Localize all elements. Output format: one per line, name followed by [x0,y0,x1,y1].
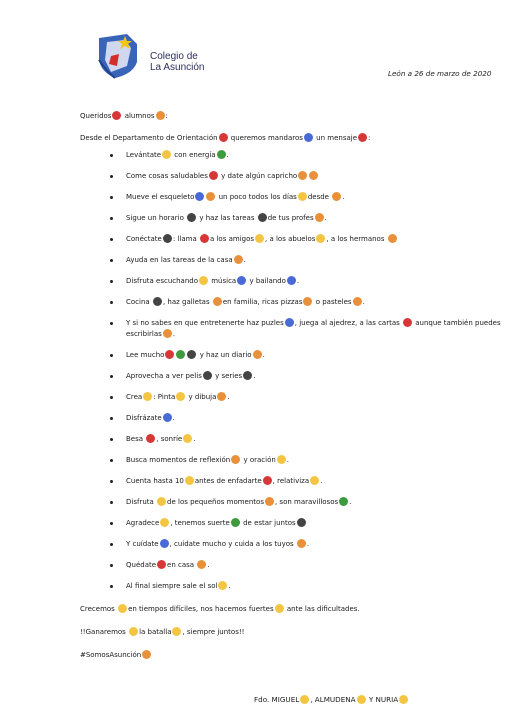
emoji-icon [258,213,267,222]
list-item [80,213,520,224]
bullet-icon [110,322,113,325]
text-segment: , son maravillosos [274,498,339,506]
text-segment: Lee mucho [126,351,165,359]
emoji-icon [315,213,324,222]
text-segment: Crecemos [80,605,115,613]
letter-body [80,111,520,661]
intro [80,133,520,144]
list-item [80,371,520,382]
text-segment: !!Ganaremos [80,628,126,636]
list-item [80,581,520,592]
hashtag [80,650,520,661]
text-segment: Colegio de [150,51,198,62]
emoji-icon [163,413,172,422]
text-segment: Cuenta hasta 10 [126,477,184,485]
emoji-icon [143,392,152,401]
bullet-icon [110,175,113,178]
text-segment: , juega al ajedrez, a las cartas [294,319,400,327]
text-segment: en tiempos difíciles, nos hacemos fuertes [128,605,274,613]
text-segment: , sonríe [156,435,183,443]
emoji-icon [285,318,294,327]
emoji-icon [163,234,172,243]
list-item [80,150,520,161]
emoji-icon [309,171,318,180]
bullet-icon [110,217,113,220]
text-segment: , siempre juntos!! [182,628,245,636]
text-segment: . [172,414,175,422]
emoji-icon [146,434,155,443]
text-segment: . [349,498,352,506]
emoji-icon [263,476,272,485]
text-segment: Agradece [126,519,160,527]
heart-emoji [112,111,121,120]
text-segment: . [207,561,210,569]
bullet-icon [110,154,113,157]
text-segment: un poco todos los días [218,193,297,201]
emoji-icon [200,234,209,243]
emoji-icon [339,497,348,506]
text-segment: y date algún capricho [221,172,298,180]
emoji-icon [165,350,174,359]
text-segment: Levántate [126,151,162,159]
closing-line-1 [80,604,520,615]
text-segment: Y cuídate [126,540,159,548]
text-segment: y series [215,372,243,380]
text-segment: Quédate [126,561,157,569]
list-item [80,455,520,466]
closing-line-2 [80,627,520,638]
text-segment: . [296,277,300,285]
emoji-icon [399,695,408,704]
emoji-icon [187,213,196,222]
emoji-icon [153,297,162,306]
emoji-icon [277,455,286,464]
emoji-icon [217,392,226,401]
bullet-icon [110,522,113,525]
emoji-icon [287,276,296,285]
text-segment: , relativiza [272,477,310,485]
text-segment: y bailando [249,277,286,285]
emoji-icon [300,695,309,704]
text-segment: y haz un diario [199,351,252,359]
list-item [80,434,520,445]
emoji-icon [163,329,172,338]
greeting: Queridos alumnos : [80,112,168,120]
text-segment: Al final siempre sale el sol [126,582,218,590]
text-segment: con energía [174,151,216,159]
list-item [80,171,520,182]
text-segment: . [228,582,231,590]
text-segment: . [253,372,256,380]
text-segment: de tus profes [267,214,314,222]
text-segment: a los amigos [209,235,255,243]
emoji-icon [160,518,169,527]
emoji-icon [388,234,397,243]
list-item [80,518,520,529]
list-item [80,255,520,266]
emoji-icon [142,650,151,659]
text-segment: y haz las tareas [199,214,255,222]
text-segment: desde [307,193,329,201]
bullet-icon [110,396,113,399]
school-name [150,51,205,73]
text-segment: : llama [172,235,197,243]
list-item [80,497,520,508]
text-segment: alumnos [124,112,155,120]
text-segment: . [342,193,345,201]
text-segment: aunque también puedes escribirlas [126,319,501,338]
emoji-icon [353,297,362,306]
emoji-icon [197,560,206,569]
emoji-icon [187,350,196,359]
emoji-icon [298,171,307,180]
text-segment: Y NURIA [368,695,399,704]
text-segment: de los pequeños momentos [167,498,264,506]
text-segment: Desde el Departamento de Orientación [80,134,218,142]
list-item [80,476,520,487]
bullet-icon [110,354,113,357]
emoji-icon [332,192,341,201]
emoji-icon [275,604,284,613]
list-item [80,234,520,245]
text-segment: y dibuja [188,393,217,401]
emoji-icon [203,371,212,380]
text-segment: . [324,214,327,222]
bullet-icon [110,238,113,241]
text-segment: la batalla [139,628,172,636]
emoji-icon [129,627,138,636]
emoji-icon [357,695,366,704]
text-segment: ante las dificultades. [286,605,360,613]
emoji-icon [157,497,166,506]
bullet-icon [110,196,113,199]
text-segment: , ALMUDENA [310,695,356,704]
text-segment: #SomosAsunción [80,651,142,659]
text-segment: La Asunción [150,62,205,73]
bullet-icon [110,438,113,441]
text-segment: Sigue un horario [126,214,184,222]
emoji-icon [237,276,246,285]
text-segment: y oración [243,456,276,464]
text-segment: en familia, ricas pizzas [222,298,303,306]
emoji-icon [176,350,185,359]
text-segment: . [193,435,196,443]
text-segment: Mueve el esqueleto [126,193,195,201]
emoji-icon [218,581,227,590]
emoji-icon [310,476,319,485]
emoji-icon [199,276,208,285]
text-segment: . [262,351,265,359]
list-item [80,350,520,361]
list-item [80,318,521,340]
text-segment: o pasteles [315,298,352,306]
text-segment: Cocina [126,298,150,306]
list-item [80,192,520,203]
text-segment: Busca momentos de reflexión [126,456,231,464]
text-segment: : [368,134,371,142]
emoji-icon [231,518,240,527]
emoji-icon [172,627,181,636]
text-segment: , cuídate mucho y cuida a los tuyos [169,540,294,548]
text-segment: Disfruta escuchando [126,277,198,285]
text-segment: , tenemos suerte [170,519,230,527]
bullet-icon [110,417,113,420]
bullet-icon [110,480,113,483]
text-segment: Ayuda en las tareas de la casa [126,256,233,264]
bullet-icon [110,459,113,462]
list-item [80,560,520,571]
emoji-icon [234,255,243,264]
text-segment: Disfruta [126,498,154,506]
flag-emoji [219,133,228,142]
text-segment: , haz galletas [162,298,210,306]
text-segment: Fdo. MIGUEL [254,695,300,704]
text-segment: : Pinta [153,393,176,401]
emoji-icon [265,497,274,506]
emoji-icon [162,150,171,159]
text-segment: . [306,540,310,548]
bullet-icon [110,259,113,262]
text-segment: , a los hermanos [326,235,385,243]
outbox-emoji [304,133,313,142]
text-segment: Besa [126,435,144,443]
emoji-icon [157,560,166,569]
emoji-icon [297,539,306,548]
text-segment: en casa [167,561,195,569]
emoji-icon [243,371,252,380]
text-segment: queremos mandaros [230,134,303,142]
emoji-icon [298,192,307,201]
emoji-icon [217,150,226,159]
signature [254,695,409,704]
text-segment: Aprovecha a ver pelis [126,372,202,380]
text-segment: , a los abuelos [265,235,316,243]
emoji-icon [183,434,192,443]
emoji-icon [297,518,306,527]
text-segment: Y si no sabes en que entretenerte haz puzles [126,319,284,327]
list-item [80,297,520,308]
list-item [80,539,520,550]
list-item [80,413,520,424]
emoji-icon [160,539,169,548]
text-segment: Come cosas saludables [126,172,208,180]
text-segment: Conéctate [126,235,162,243]
text-segment: . [227,393,230,401]
emoji-icon [209,171,218,180]
bullet-icon [110,501,113,504]
bullet-icon [110,585,113,588]
emoji-icon [206,192,215,201]
text-segment: . [243,256,246,264]
text-segment: un mensaje [316,134,358,142]
envelope-emoji [358,133,367,142]
emoji-icon [255,234,264,243]
advice-list [80,150,520,592]
bullet-icon [110,301,113,304]
bullet-icon [110,543,113,546]
emoji-icon [231,455,240,464]
text-segment: de estar juntos [243,519,296,527]
letter-date: León a 26 de marzo de 2020 [388,69,492,78]
text-segment: Queridos [80,112,112,120]
emoji-icon [185,476,194,485]
list-item [80,392,520,403]
bullet-icon [110,375,113,378]
text-segment: antes de enfadarte [194,477,262,485]
school-logo [93,32,143,80]
text-segment: música [211,277,237,285]
text-segment: . [320,477,323,485]
text-segment: . [226,151,229,159]
emoji-icon [403,318,412,327]
emoji-icon [195,192,204,201]
emoji-icon [176,392,185,401]
text-segment: . [286,456,290,464]
emoji-icon [253,350,262,359]
bullet-icon [110,280,113,283]
list-item [80,276,520,287]
emoji-icon [213,297,222,306]
bullet-icon [110,564,113,567]
text-segment: . [362,298,365,306]
text-segment: Disfrázate [126,414,162,422]
emoji-icon [118,604,127,613]
emoji-icon [303,297,312,306]
emoji-icon [316,234,325,243]
text-segment: Crea [126,393,143,401]
text-segment: . [172,330,176,338]
students-emoji [156,111,165,120]
